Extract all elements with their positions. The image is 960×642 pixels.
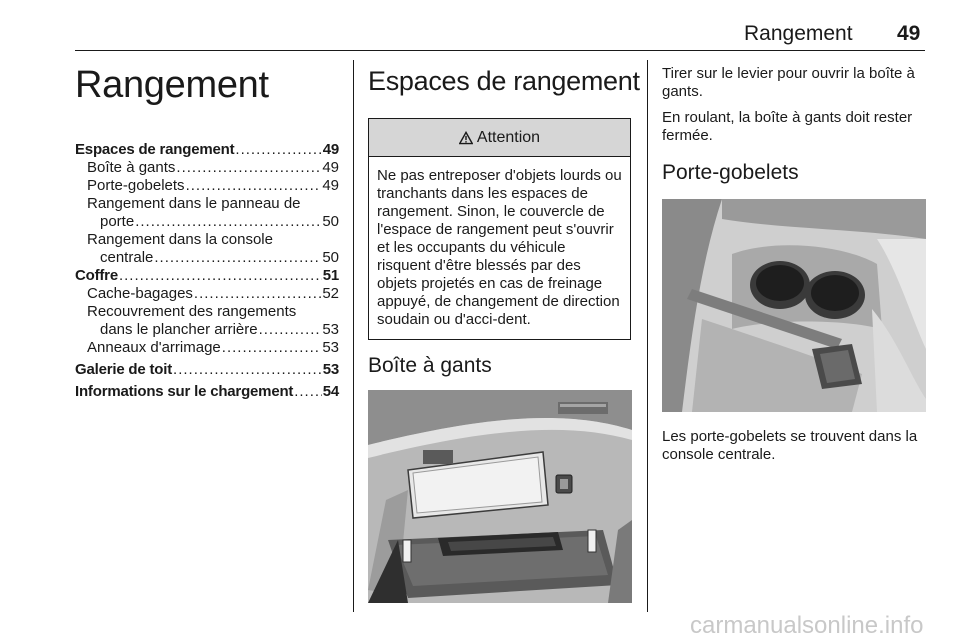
warning-text: Ne pas entreposer d'objets lourds ou tranchants dans les espaces de rangement. Sinon, le couvercle de l'espace de rangement peut s'ouvrir et les occupants du véhicule risquent d'être blessés par des objets projetés en cas de freinage appuyé, de changement de direction soudain ou d'acci-dent. [377, 167, 622, 328]
header-page-number: 49 [897, 22, 921, 45]
toc-label-line1: Recouvrement des rangements [87, 303, 297, 320]
warning-box [368, 118, 631, 340]
toc-label: Informations sur le chargement [75, 383, 294, 400]
toc-page: 51 [322, 267, 339, 284]
toc-label: dans le plancher arrière [100, 321, 258, 338]
toc-page: 54 [322, 383, 339, 400]
header-rule [75, 50, 925, 51]
warning-heading: Attention [476, 128, 541, 146]
toc-page: 50 [322, 249, 339, 266]
section-title: Espaces de rangement [368, 66, 640, 96]
toc-page: 52 [322, 285, 339, 302]
toc-leader [173, 361, 322, 379]
column-divider-2 [647, 60, 648, 612]
toc-entry[interactable] [75, 285, 339, 303]
toc-leader [176, 159, 321, 177]
toc-label: porte [100, 213, 135, 230]
toc-page: 49 [322, 177, 339, 194]
glovebox-title: Boîte à gants [368, 354, 492, 377]
toc-leader [119, 267, 322, 285]
watermark: carmanualsonline.info [690, 612, 924, 639]
cupholder-illustration [662, 199, 926, 412]
toc-label: centrale [100, 249, 154, 266]
toc-page: 50 [322, 213, 339, 230]
toc-entry[interactable] [75, 141, 339, 159]
toc-page: 53 [322, 339, 339, 356]
toc-label: Cache-bagages [87, 285, 193, 302]
toc-entry[interactable] [75, 159, 339, 177]
header-section-name: Rangement [744, 22, 853, 45]
glovebox-note: En roulant, la boîte à gants doit rester fermée. [662, 109, 913, 144]
warning-triangle-icon [459, 131, 473, 145]
cupholder-column [662, 65, 926, 472]
toc-entry[interactable] [75, 231, 339, 267]
toc-page: 49 [322, 141, 339, 158]
toc-leader [194, 285, 321, 303]
toc-label: Espaces de rangement [75, 141, 235, 158]
toc-leader [294, 383, 321, 401]
cupholder-title: Porte-gobelets [662, 161, 799, 184]
toc-page: 49 [322, 159, 339, 176]
toc-label: Porte-gobelets [87, 177, 185, 194]
toc-page: 53 [322, 361, 339, 378]
column-divider-1 [353, 60, 354, 612]
toc-label-line1: Rangement dans la console [87, 231, 273, 248]
toc-entry[interactable] [75, 383, 339, 401]
toc-leader [235, 141, 321, 159]
toc-leader [186, 177, 322, 195]
toc-leader [154, 249, 321, 267]
toc-entry[interactable] [75, 339, 339, 357]
chapter-title: Rangement [75, 64, 269, 106]
toc-leader [259, 321, 322, 339]
glovebox-illustration [368, 390, 632, 603]
toc-leader [222, 339, 322, 357]
toc-entry[interactable] [75, 267, 339, 285]
warning-header [369, 119, 630, 157]
toc-page: 53 [322, 321, 339, 338]
chapter-toc-column [75, 60, 339, 401]
toc-leader [135, 213, 321, 231]
toc-entry[interactable] [75, 361, 339, 379]
toc-entry[interactable] [75, 177, 339, 195]
toc-label: Galerie de toit [75, 361, 173, 378]
storage-column [368, 60, 640, 603]
toc-entry[interactable] [75, 195, 339, 231]
toc-label: Coffre [75, 267, 118, 284]
toc-label: Anneaux d'arrimage [87, 339, 221, 356]
glovebox-instruction: Tirer sur le levier pour ouvrir la boîte à gants. [662, 65, 915, 100]
toc-label: Boîte à gants [87, 159, 176, 176]
toc-label-line1: Rangement dans le panneau de [87, 195, 301, 212]
cupholder-caption: Les porte-gobelets se trouvent dans la console centrale. [662, 428, 918, 463]
toc-entry[interactable] [75, 303, 339, 339]
